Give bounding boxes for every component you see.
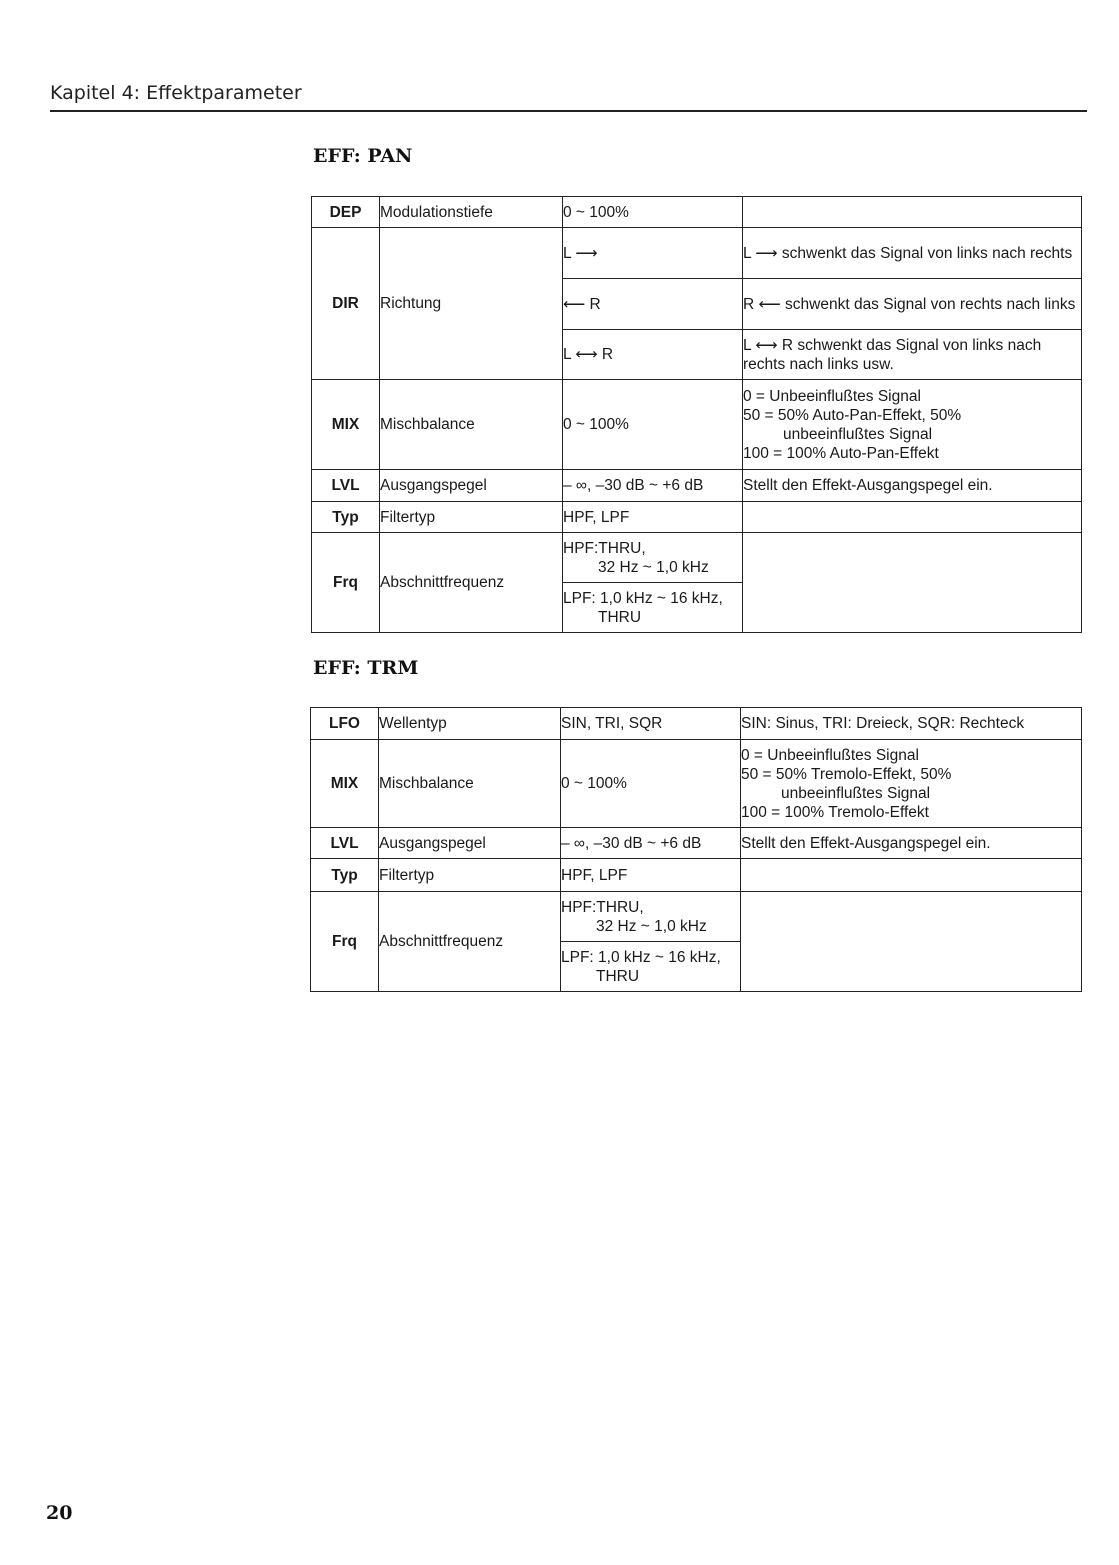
param-desc: R ⟵ schwenkt das Signal von rechts nach links [743, 279, 1082, 330]
param-range: – ∞, –30 dB ~ +6 dB [563, 470, 743, 502]
header-rule [50, 110, 1087, 112]
param-name: Richtung [380, 228, 563, 380]
param-range [561, 942, 741, 992]
range-line: LPF: 1,0 kHz ~ 16 kHz, [563, 589, 723, 607]
param-desc [743, 197, 1082, 228]
pan-parameter-table [311, 196, 1082, 633]
table-row [312, 197, 1082, 228]
range-line: THRU [596, 967, 640, 985]
param-name: Abschnittfrequenz [379, 892, 561, 992]
desc-line: 100 = 100% Auto-Pan-Effekt [743, 444, 939, 462]
section-title-pan: EFF: PAN [313, 145, 413, 167]
table-row [311, 892, 1082, 942]
param-range: 0 ~ 100% [563, 380, 743, 470]
desc-line: 100 = 100% Tremolo-Effekt [741, 803, 929, 821]
param-range: HPF, LPF [563, 502, 743, 533]
page-number: 20 [46, 1502, 73, 1524]
table-row [311, 740, 1082, 828]
table-row [312, 533, 1082, 583]
section-title-trm: EFF: TRM [313, 657, 419, 679]
table-row [311, 708, 1082, 740]
range-line: THRU [598, 608, 642, 626]
param-desc [743, 533, 1082, 633]
param-range: L ⟷ R [563, 330, 743, 380]
param-range: L ⟶ [563, 228, 743, 279]
param-name: Abschnittfrequenz [380, 533, 563, 633]
param-range: 0 ~ 100% [561, 740, 741, 828]
param-desc: Stellt den Effekt-Ausgangspegel ein. [741, 828, 1082, 859]
param-name: Filtertyp [379, 859, 561, 892]
param-abbr: DEP [312, 197, 380, 228]
param-name: Ausgangspegel [380, 470, 563, 502]
param-name: Ausgangspegel [379, 828, 561, 859]
param-abbr: MIX [312, 380, 380, 470]
param-abbr: DIR [312, 228, 380, 380]
param-range: SIN, TRI, SQR [561, 708, 741, 740]
param-abbr: LFO [311, 708, 379, 740]
range-line: 32 Hz ~ 1,0 kHz [596, 917, 707, 935]
table-row [312, 502, 1082, 533]
param-desc: L ⟶ schwenkt das Signal von links nach rechts [743, 228, 1082, 279]
param-range: HPF, LPF [561, 859, 741, 892]
desc-line: unbeeinflußtes Signal [783, 425, 933, 443]
param-abbr: Typ [311, 859, 379, 892]
param-name: Modulationstiefe [380, 197, 563, 228]
range-line: HPF:THRU, [561, 898, 644, 916]
desc-line: 0 = Unbeeinflußtes Signal [743, 387, 921, 405]
param-abbr: Typ [312, 502, 380, 533]
param-range: – ∞, –30 dB ~ +6 dB [561, 828, 741, 859]
range-line: 32 Hz ~ 1,0 kHz [598, 558, 709, 576]
range-line: HPF:THRU, [563, 539, 646, 557]
param-name: Mischbalance [380, 380, 563, 470]
param-desc [741, 859, 1082, 892]
param-desc [743, 380, 1082, 470]
table-row [311, 859, 1082, 892]
param-desc: L ⟷ R schwenkt das Signal von links nach rechts nach links usw. [743, 330, 1082, 380]
param-range [563, 533, 743, 583]
running-head: Kapitel 4: Effektparameter [50, 82, 302, 104]
trm-parameter-table [310, 707, 1082, 992]
param-desc [741, 892, 1082, 992]
range-line: LPF: 1,0 kHz ~ 16 kHz, [561, 948, 721, 966]
param-desc [741, 740, 1082, 828]
param-range [561, 892, 741, 942]
table-row [312, 380, 1082, 470]
param-name: Wellentyp [379, 708, 561, 740]
table-row [311, 828, 1082, 859]
param-abbr: Frq [312, 533, 380, 633]
param-desc: Stellt den Effekt-Ausgangspegel ein. [743, 470, 1082, 502]
param-name: Mischbalance [379, 740, 561, 828]
param-abbr: MIX [311, 740, 379, 828]
param-desc: SIN: Sinus, TRI: Dreieck, SQR: Rechteck [741, 708, 1082, 740]
desc-line: 50 = 50% Tremolo-Effekt, 50% [741, 765, 952, 783]
table-row [312, 228, 1082, 279]
param-abbr: LVL [312, 470, 380, 502]
param-range: ⟵ R [563, 279, 743, 330]
param-abbr: LVL [311, 828, 379, 859]
param-range [563, 583, 743, 633]
table-row [312, 470, 1082, 502]
desc-line: unbeeinflußtes Signal [781, 784, 931, 802]
param-desc [743, 502, 1082, 533]
desc-line: 50 = 50% Auto-Pan-Effekt, 50% [743, 406, 962, 424]
desc-line: 0 = Unbeeinflußtes Signal [741, 746, 919, 764]
param-name: Filtertyp [380, 502, 563, 533]
param-abbr: Frq [311, 892, 379, 992]
param-range: 0 ~ 100% [563, 197, 743, 228]
